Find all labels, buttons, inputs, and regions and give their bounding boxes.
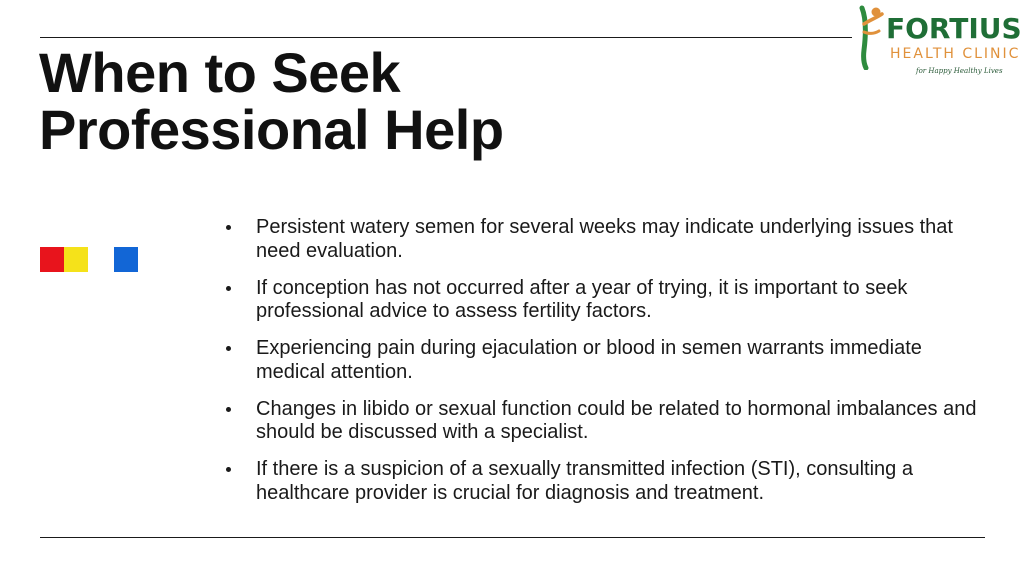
list-item <box>226 216 986 263</box>
logo-tagline: for Happy Healthy Lives <box>916 67 1003 75</box>
logo-subtitle: HEALTH CLINIC <box>890 46 1021 62</box>
list-item <box>226 458 986 505</box>
bullet-icon <box>226 346 231 351</box>
bullet-text: Persistent watery semen for several weeks may indicate underlying issues that need evaluation. <box>256 216 953 262</box>
slide-title: When to Seek Professional Help <box>39 41 504 161</box>
bottom-divider <box>40 537 985 538</box>
top-divider <box>40 37 852 38</box>
list-item <box>226 277 986 324</box>
bullet-icon <box>226 407 231 412</box>
list-item <box>226 398 986 445</box>
blue-swatch <box>114 247 138 272</box>
bullet-list <box>226 216 986 519</box>
bullet-text: If conception has not occurred after a year of trying, it is important to seek professional advice to assess fertility factors. <box>256 276 908 322</box>
bullet-icon <box>226 467 231 472</box>
red-swatch <box>40 247 64 272</box>
clinic-logo <box>852 4 1024 82</box>
list-item <box>226 337 986 384</box>
bullet-icon <box>226 225 231 230</box>
logo-name: FORTIUS <box>886 12 1022 45</box>
human-figure-icon <box>852 4 886 70</box>
bullet-text: Experiencing pain during ejaculation or blood in semen warrants immediate medical attention. <box>256 337 922 383</box>
bullet-text: Changes in libido or sexual function could be related to hormonal imbalances and should be discussed with a specialist. <box>256 397 977 443</box>
bullet-icon <box>226 286 231 291</box>
bullet-text: If there is a suspicion of a sexually transmitted infection (STI), consulting a healthcare provider is crucial for diagnosis and treatment. <box>256 458 913 504</box>
yellow-swatch <box>64 247 88 272</box>
